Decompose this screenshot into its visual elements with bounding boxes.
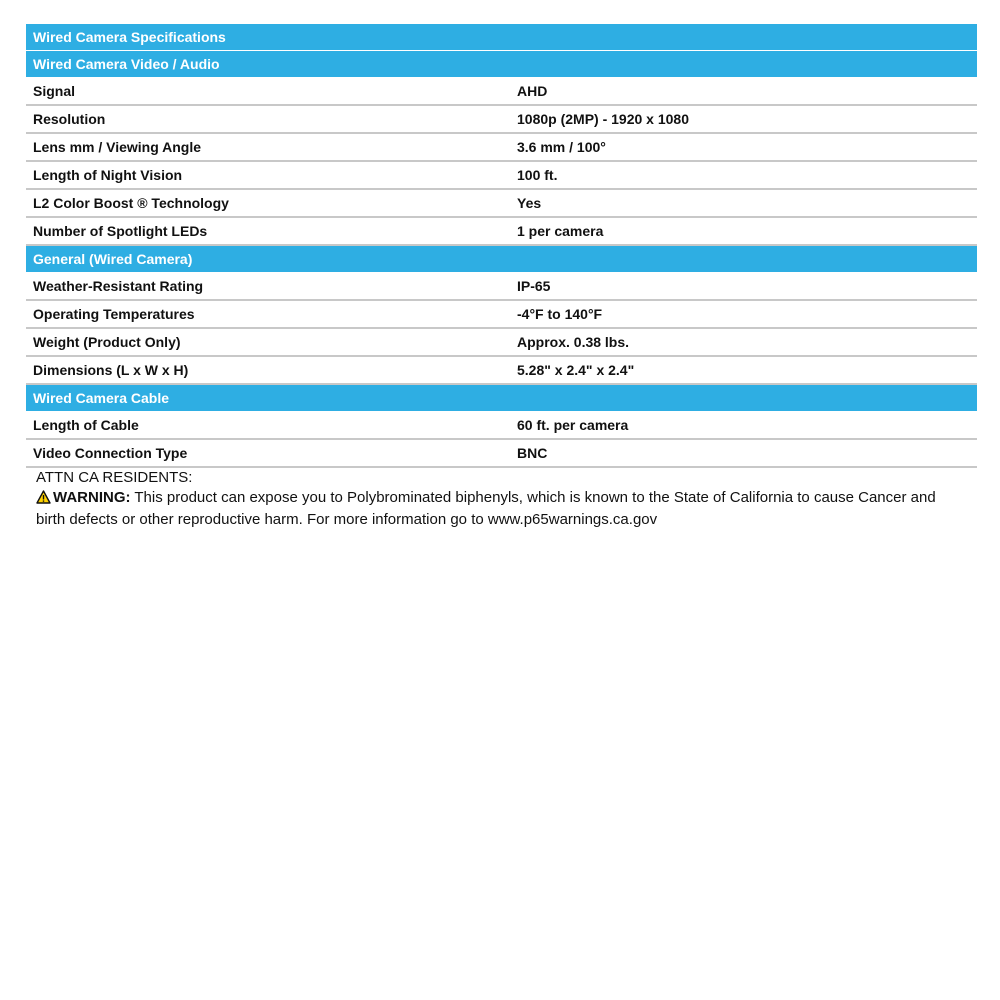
row-value: Approx. 0.38 lbs. [517,334,630,350]
row-value: 100 ft. [517,167,558,183]
row-label: Video Connection Type [33,445,188,461]
table-row [26,357,977,385]
row-label: Lens mm / Viewing Angle [33,139,202,155]
table-row [26,190,977,218]
row-value: 1 per camera [517,223,604,239]
table-row [26,106,977,134]
row-value: 5.28" x 2.4" x 2.4" [517,362,635,378]
table-row [26,78,977,106]
row-value: Yes [517,195,542,211]
section-header: Wired Camera Specifications [26,24,977,51]
row-value: -4°F to 140°F [517,306,603,322]
table-row [26,440,977,468]
row-value: AHD [517,83,548,99]
row-label: Operating Temperatures [33,306,195,322]
row-label: Length of Night Vision [33,167,183,183]
table-row [26,162,977,190]
attn-heading: ATTN CA RESIDENTS: [36,469,193,486]
row-value: BNC [517,445,548,461]
section-header: General (Wired Camera) [26,246,977,273]
row-label: Resolution [33,111,106,127]
row-label: Weather-Resistant Rating [33,278,204,294]
section-header: Wired Camera Cable [26,385,977,412]
prop65-notice [36,468,966,530]
warning-triangle-icon [36,490,51,510]
table-row [26,218,977,246]
warning-text: This product can expose you to Polybrominated biphenyls, which is known to the State of California to cause Cancer and birth defects or other reproductive harm. For more information go to www.p65warnings.ca.gov [36,489,936,528]
row-value: 1080p (2MP) - 1920 x 1080 [517,111,689,127]
row-label: Weight (Product Only) [33,334,181,350]
warning-label: WARNING: [53,489,131,506]
row-value: 60 ft. per camera [517,417,629,433]
row-label: Signal [33,83,76,99]
table-row [26,329,977,357]
spec-table [26,24,977,468]
section-header: Wired Camera Video / Audio [26,51,977,78]
table-row [26,134,977,162]
row-label: L2 Color Boost ® Technology [33,195,229,211]
warning-paragraph [36,488,966,530]
row-label: Number of Spotlight LEDs [33,223,208,239]
table-row [26,273,977,301]
row-value: 3.6 mm / 100° [517,139,606,155]
table-row [26,412,977,440]
row-value: IP-65 [517,278,551,294]
table-row [26,301,977,329]
row-label: Length of Cable [33,417,139,433]
row-label: Dimensions (L x W x H) [33,362,189,378]
